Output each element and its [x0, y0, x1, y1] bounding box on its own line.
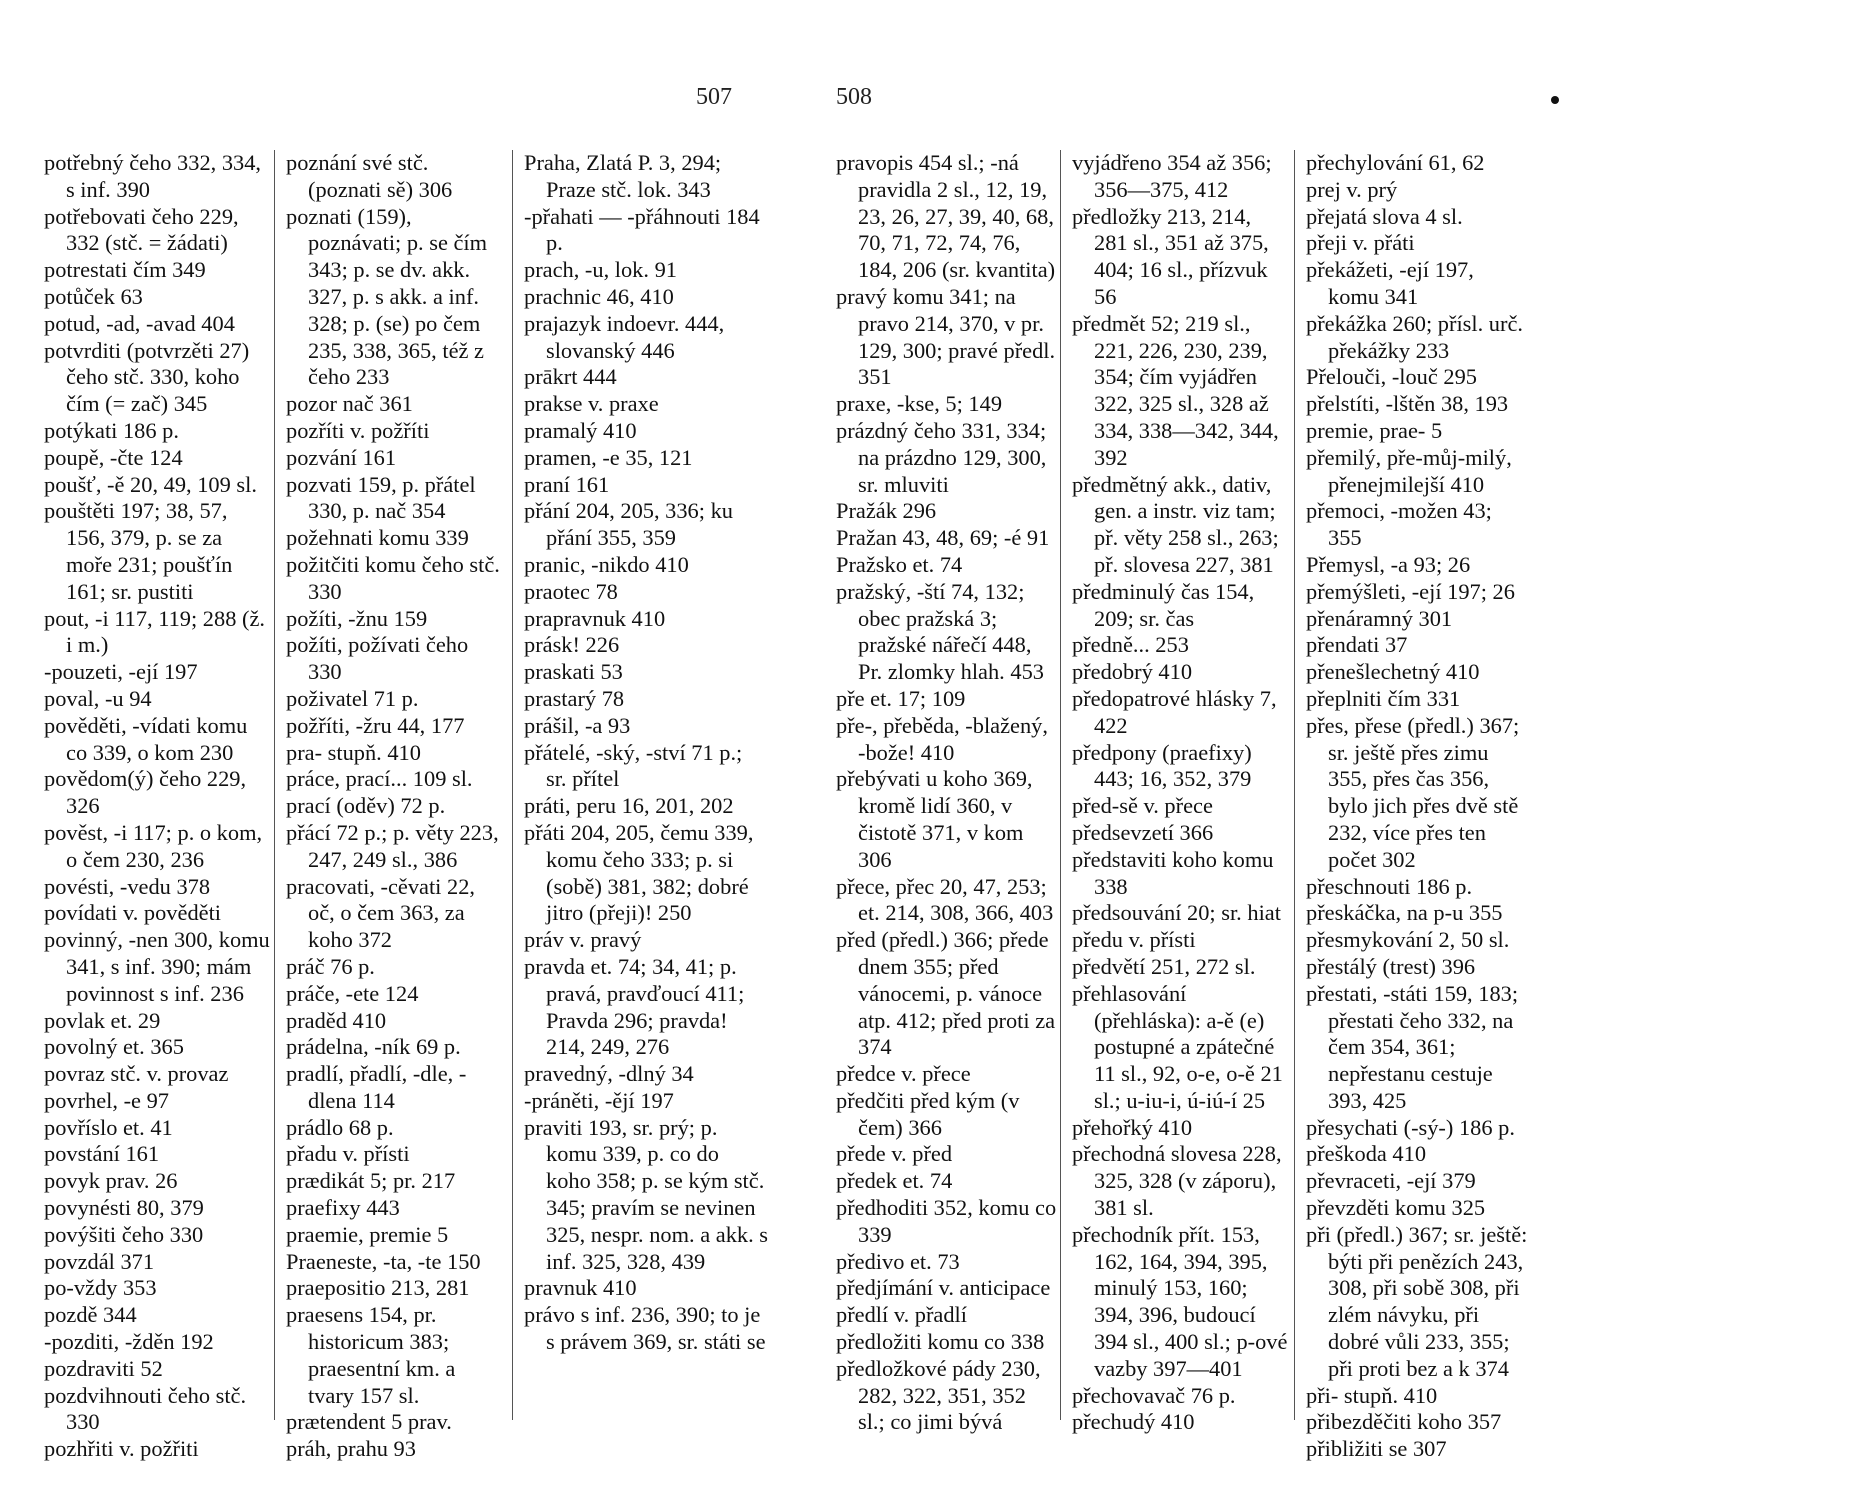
index-entry: prākrt 444: [524, 364, 617, 390]
index-entry: praotec 78: [524, 578, 618, 604]
index-entry: přestati, -státi 159, 183; přestati čeho 332, na čem 354, 361; nepřestanu cestuje 393, 425: [1306, 980, 1519, 1113]
index-entry: povrhel, -e 97: [44, 1087, 169, 1113]
index-entry: prací (oděv) 72 p.: [286, 793, 446, 819]
index-entry: prapravnuk 410: [524, 605, 666, 631]
index-entry: pražský, -ští 74, 132; obec pražská 3; pražské nářečí 448, Pr. zlomky hlah. 453: [836, 578, 1044, 685]
index-entry: prášil, -a 93: [524, 712, 631, 738]
index-entry: povědom(ý) čeho 229, 326: [44, 766, 247, 819]
index-entry: povzdál 371: [44, 1248, 155, 1274]
column-rule: [512, 150, 513, 1420]
index-entry: předvětí 251, 272 sl.: [1072, 953, 1256, 979]
index-entry: prajazyk indoevr. 444, slovanský 446: [524, 310, 725, 363]
right-page-column-3: [1306, 150, 1530, 1463]
index-entry: práti, peru 16, 201, 202: [524, 793, 734, 819]
index-entry: překážeti, -ejí 197, komu 341: [1306, 257, 1474, 309]
index-entry: pravý komu 341; na pravo 214, 370, v pr. 129, 300; pravé předl. 351: [836, 283, 1056, 390]
index-entry: přátelé, -ský, -ství 71 p.; sr. přítel: [524, 739, 743, 792]
index-entry: povynésti 80, 379: [44, 1195, 204, 1221]
index-entry: přeji v. přáti: [1306, 230, 1415, 256]
index-entry: při (předl.) 367; sr. ještě: býti při penězích 243, 308, při sobě 308, při zlém návyku, při dobré vůli 233, 355; při proti bez a k 374: [1306, 1221, 1528, 1381]
index-entry: předmětný akk., dativ, gen. a instr. viz tam; př. věty 258 sl., 263; př. slovesa 227, 381: [1072, 471, 1279, 577]
index-entry: pře et. 17; 109: [836, 685, 966, 711]
index-entry: přemilý, pře-můj-milý, přenejmilejší 410: [1306, 444, 1512, 497]
index-entry: Pražsko et. 74: [836, 551, 963, 577]
index-entry: práce, prací... 109 sl.: [286, 766, 473, 792]
index-entry: Přelouči, -louč 295: [1306, 364, 1478, 390]
index-entry: překážka 260; přísl. urč. překážky 233: [1306, 310, 1523, 363]
index-entry: přání 204, 205, 336; ku přání 355, 359: [524, 498, 733, 551]
index-entry: pozvání 161: [286, 444, 397, 470]
index-entry: předminulý čas 154, 209; sr. čas: [1072, 578, 1255, 631]
index-entry: pranic, -nikdo 410: [524, 551, 689, 577]
index-entry: požíti, požívati čeho 330: [286, 632, 469, 685]
index-entry: přejatá slova 4 sl.: [1306, 203, 1463, 229]
index-entry: -pozditi, -žděn 192: [44, 1329, 214, 1355]
index-entry: přeskáčka, na p-u 355: [1306, 900, 1503, 926]
index-entry: -pouzeti, -ejí 197: [44, 659, 198, 685]
index-entry: přechylování 61, 62: [1306, 150, 1485, 175]
index-entry: praemie, premie 5: [286, 1221, 449, 1247]
index-entry: předně... 253: [1072, 632, 1189, 658]
index-entry: pravnuk 410: [524, 1275, 637, 1301]
index-entry: předmět 52; 219 sl., 221, 226, 230, 239, 354; čím vyjádřen 322, 325 sl., 328 až 334, 338—342, 344, 392: [1072, 310, 1279, 470]
index-entry: prej v. prý: [1306, 176, 1398, 202]
index-entry: pozvati 159, p. přátel 330, p. nač 354: [286, 471, 476, 524]
index-entry: povýšiti čeho 330: [44, 1221, 204, 1247]
index-entry: pravda et. 74; 34, 41; p. pravá, pravďoucí 411; Pravda 296; pravda! 214, 249, 276: [524, 953, 745, 1060]
index-entry: představiti koho komu 338: [1072, 846, 1274, 899]
index-entry: praděd 410: [286, 1007, 387, 1033]
right-page-column-1: [836, 150, 1058, 1436]
index-entry: přibližiti se 307: [1306, 1436, 1447, 1462]
index-entry: předložky 213, 214, 281 sl., 351 až 375, 404; 16 sl., přízvuk 56: [1072, 203, 1269, 309]
index-entry: přáti 204, 205, čemu 339, komu čeho 333; p. si (sobě) 381, 382; dobré jitro (přeji)! 250: [524, 819, 754, 926]
index-entry: přácí 72 p.; p. věty 223, 247, 249 sl., 386: [286, 819, 499, 872]
index-entry: práče, -ete 124: [286, 980, 419, 1006]
index-entry: pozdraviti 52: [44, 1355, 163, 1381]
index-entry: převraceti, -ejí 379: [1306, 1168, 1476, 1194]
index-entry: pramalý 410: [524, 417, 637, 443]
index-entry: prætendent 5 prav.: [286, 1409, 452, 1435]
index-entry: vyjádřeno 354 až 356; 356—375, 412: [1072, 150, 1272, 202]
index-entry: předložkové pády 230, 282, 322, 351, 352 sl.; co jimi bývá: [836, 1355, 1041, 1435]
index-entry: povésti, -vedu 378: [44, 873, 211, 899]
index-entry: Přemysl, -a 93; 26: [1306, 551, 1471, 577]
index-entry: -práněti, -ějí 197: [524, 1087, 674, 1113]
index-entry: pout, -i 117, 119; 288 (ž. i m.): [44, 605, 265, 658]
index-entry: přede v. před: [836, 1141, 953, 1167]
index-entry: praní 161: [524, 471, 610, 497]
index-entry: poživatel 71 p.: [286, 685, 419, 711]
index-entry: předsouvání 20; sr. hiat: [1072, 900, 1281, 926]
index-entry: povolný et. 365: [44, 1034, 184, 1060]
index-entry: předložiti komu co 338: [836, 1329, 1045, 1355]
index-entry: přehořký 410: [1072, 1114, 1193, 1140]
index-entry: přes, přese (předl.) 367; sr. ještě přes zimu 355, přes čas 356, bylo jich přes dvě stě 232, více přes ten počet 302: [1306, 712, 1520, 872]
index-entry: po-vždy 353: [44, 1275, 157, 1301]
index-entry: před-sě v. přece: [1072, 793, 1213, 819]
index-entry: přehlasování (přehláska): a-ě (e) postupné a zpátečné 11 sl., 92, o-e, o-ě 21 sl.; u-iu-i, ú-iú-í 25: [1072, 980, 1283, 1113]
index-entry: požehnati komu 339: [286, 525, 469, 551]
right-page-column-2: [1072, 150, 1290, 1436]
index-entry: prádelna, -ník 69 p.: [286, 1034, 461, 1060]
index-entry: prastarý 78: [524, 685, 625, 711]
index-entry: přendati 37: [1306, 632, 1408, 658]
index-entry: přemoci, -možen 43; 355: [1306, 498, 1492, 551]
index-entry: pověděti, -vídati komu co 339, o kom 230: [44, 712, 248, 765]
index-entry: přenešlechetný 410: [1306, 659, 1480, 685]
index-entry: prádlo 68 p.: [286, 1114, 394, 1140]
index-entry: prakse v. praxe: [524, 391, 659, 417]
index-entry: pradlí, přadlí, -dle, -dlena 114: [286, 1061, 467, 1113]
page-number-left: 507: [696, 84, 732, 110]
index-entry: pozříti v. požříti: [286, 417, 430, 443]
index-entry: potýkati 186 p.: [44, 417, 179, 443]
index-entry: předpony (praefixy) 443; 16, 352, 379: [1072, 739, 1252, 792]
index-entry: předjímání v. anticipace: [836, 1275, 1051, 1301]
index-entry: praviti 193, sr. prý; p. komu 339, p. co do koho 358; p. se kým stč. 345; pravím se nevinen 325, nespr. nom. a akk. s inf. 325, 328, 439: [524, 1114, 769, 1274]
index-entry: právo s inf. 236, 390; to je s právem 369, sr. státi se: [524, 1302, 766, 1355]
index-entry: předu v. přísti: [1072, 927, 1196, 953]
column-rule: [1060, 150, 1061, 1420]
index-entry: přeplniti čím 331: [1306, 685, 1461, 711]
index-entry: přechovavač 76 p.: [1072, 1382, 1236, 1408]
index-entry: prach, -u, lok. 91: [524, 257, 677, 283]
index-entry: přenáramný 301: [1306, 605, 1453, 631]
index-entry: praskati 53: [524, 659, 623, 685]
left-page-column-1: [44, 150, 270, 1463]
index-entry: pověst, -i 117; p. o kom, o čem 230, 236: [44, 819, 263, 872]
column-rule: [274, 150, 275, 1420]
index-entry: před (předl.) 366; přede dnem 355; před vánocemi, p. vánoce atp. 412; před proti za 374: [836, 927, 1056, 1060]
column-rule: [1294, 150, 1295, 1420]
index-entry: pozdvihnouti čeho stč. 330: [44, 1382, 247, 1435]
index-entry: praesens 154, pr. historicum 383; praesentní km. a tvary 157 sl.: [286, 1302, 456, 1408]
index-entry: povídati v. pověděti: [44, 900, 222, 926]
index-entry: povraz stč. v. provaz: [44, 1061, 229, 1087]
index-entry: pozor nač 361: [286, 391, 413, 417]
index-entry: přebývati u koho 369, kromě lidí 360, v čistotě 371, v kom 306: [836, 766, 1033, 872]
index-entry: přemýšleti, -ejí 197; 26: [1306, 578, 1515, 604]
index-entry: pra- stupň. 410: [286, 739, 421, 765]
index-entry: převzděti komu 325: [1306, 1195, 1486, 1221]
index-entry: potvrditi (potvrzěti 27) čeho stč. 330, koho čím (= zač) 345: [44, 337, 250, 417]
index-entry: předivo et. 73: [836, 1248, 960, 1274]
index-entry: praefixy 443: [286, 1195, 400, 1221]
index-entry: prásk! 226: [524, 632, 620, 658]
index-entry: Pražan 43, 48, 69; -é 91: [836, 525, 1050, 551]
index-entry: prázdný čeho 331, 334; na prázdno 129, 300, sr. mluviti: [836, 417, 1047, 497]
index-entry: povyk prav. 26: [44, 1168, 178, 1194]
index-entry: potřebovati čeho 229, 332 (stč. = žádati): [44, 203, 239, 256]
index-entry: prædikát 5; pr. 217: [286, 1168, 456, 1194]
index-entry: přeschnouti 186 p.: [1306, 873, 1473, 899]
index-entry: přestálý (trest) 396: [1306, 953, 1476, 979]
index-entry: přelstíti, -lštěn 38, 193: [1306, 391, 1509, 417]
index-entry: potrestati čím 349: [44, 257, 206, 283]
page-number-right: 508: [836, 84, 872, 110]
index-entry: předobrý 410: [1072, 659, 1193, 685]
index-entry: pracovati, -cěvati 22, oč, o čem 363, za koho 372: [286, 873, 475, 953]
index-entry: předek et. 74: [836, 1168, 953, 1194]
index-entry: předlí v. přadlí: [836, 1302, 967, 1328]
index-entry: požitčiti komu čeho stč. 330: [286, 551, 500, 604]
index-entry: praepositio 213, 281: [286, 1275, 470, 1301]
index-entry: požíti, -žnu 159: [286, 605, 428, 631]
index-entry: přadu v. přísti: [286, 1141, 410, 1167]
index-entry: potůček 63: [44, 283, 143, 309]
index-entry: potřebný čeho 332, 334, s inf. 390: [44, 150, 262, 202]
index-entry: předsevzetí 366: [1072, 819, 1214, 845]
index-entry: pravedný, -dlný 34: [524, 1061, 694, 1087]
index-entry: přece, přec 20, 47, 253; et. 214, 308, 366, 403: [836, 873, 1054, 926]
index-entry: poval, -u 94: [44, 685, 152, 711]
index-entry: přesmykování 2, 50 sl.: [1306, 927, 1510, 953]
index-entry: poušť, -ě 20, 49, 109 sl.: [44, 471, 257, 497]
index-entry: předčiti před kým (v čem) 366: [836, 1087, 1020, 1140]
index-entry: Praha, Zlatá P. 3, 294; Praze stč. lok. 343: [524, 150, 722, 202]
index-entry: poznati (159), poznávati; p. se čím 343; p. se dv. akk. 327, p. s akk. a inf. 328; p. (se) po čem 235, 338, 365, též z čeho 233: [286, 203, 488, 390]
index-entry: povlak et. 29: [44, 1007, 161, 1033]
index-entry: povinný, -nen 300, komu 341, s inf. 390; mám povinnost s inf. 236: [44, 927, 270, 1006]
index-entry: předhoditi 352, komu co 339: [836, 1195, 1057, 1247]
index-entry: pouštěti 197; 38, 57, 156, 379, p. se za moře 231; poušťín 161; sr. pustiti: [44, 498, 233, 604]
index-entry: práv v. pravý: [524, 927, 642, 953]
index-entry: pozdě 344: [44, 1302, 137, 1328]
index-entry: předopatrové hlásky 7, 422: [1072, 685, 1277, 738]
index-entry: přechudý 410: [1072, 1409, 1195, 1435]
index-entry: přibezděčiti koho 357: [1306, 1409, 1502, 1435]
index-entry: pravopis 454 sl.; -ná pravidla 2 sl., 12, 19, 23, 26, 27, 39, 40, 68, 70, 71, 72, 74, 76, 184, 206 (sr. kvantita): [836, 150, 1056, 283]
index-entry: Praeneste, -ta, -te 150: [286, 1248, 481, 1274]
index-entry: pře-, přeběda, -blažený, -bože! 410: [836, 712, 1048, 765]
index-entry: potud, -ad, -avad 404: [44, 310, 235, 336]
index-entry: přechodná slovesa 228, 325, 328 (v záporu), 381 sl.: [1072, 1141, 1282, 1221]
index-entry: při- stupň. 410: [1306, 1382, 1438, 1408]
index-entry: pramen, -e 35, 121: [524, 444, 693, 470]
index-entry: Pražák 296: [836, 498, 937, 524]
index-entry: praxe, -kse, 5; 149: [836, 391, 1003, 417]
index-entry: požříti, -žru 44, 177: [286, 712, 465, 738]
index-entry: premie, prae- 5: [1306, 417, 1443, 443]
index-entry: poupě, -čte 124: [44, 444, 183, 470]
index-entry: práč 76 p.: [286, 953, 375, 979]
index-entry: -přahati — -přáhnouti 184 p.: [524, 203, 760, 256]
index-entry: prachnic 46, 410: [524, 283, 674, 309]
index-entry: práh, prahu 93: [286, 1436, 416, 1462]
margin-dot: [1551, 96, 1559, 104]
index-entry: poznání své stč. (poznati sě) 306: [286, 150, 453, 202]
index-entry: povstání 161: [44, 1141, 160, 1167]
left-page-column-2: [286, 150, 500, 1463]
index-entry: povříslo et. 41: [44, 1114, 173, 1140]
index-entry: přesychati (-sý-) 186 p.: [1306, 1114, 1515, 1140]
index-entry: pozhřiti v. požřiti: [44, 1436, 199, 1462]
index-entry: přechodník přít. 153, 162, 164, 394, 395, minulý 153, 160; 394, 396, budoucí 394 sl., 400 sl.; p-ové vazby 397—401: [1072, 1221, 1288, 1381]
index-entry: předce v. přece: [836, 1061, 971, 1087]
index-entry: přeškoda 410: [1306, 1141, 1427, 1167]
left-page-column-3: [524, 150, 768, 1356]
